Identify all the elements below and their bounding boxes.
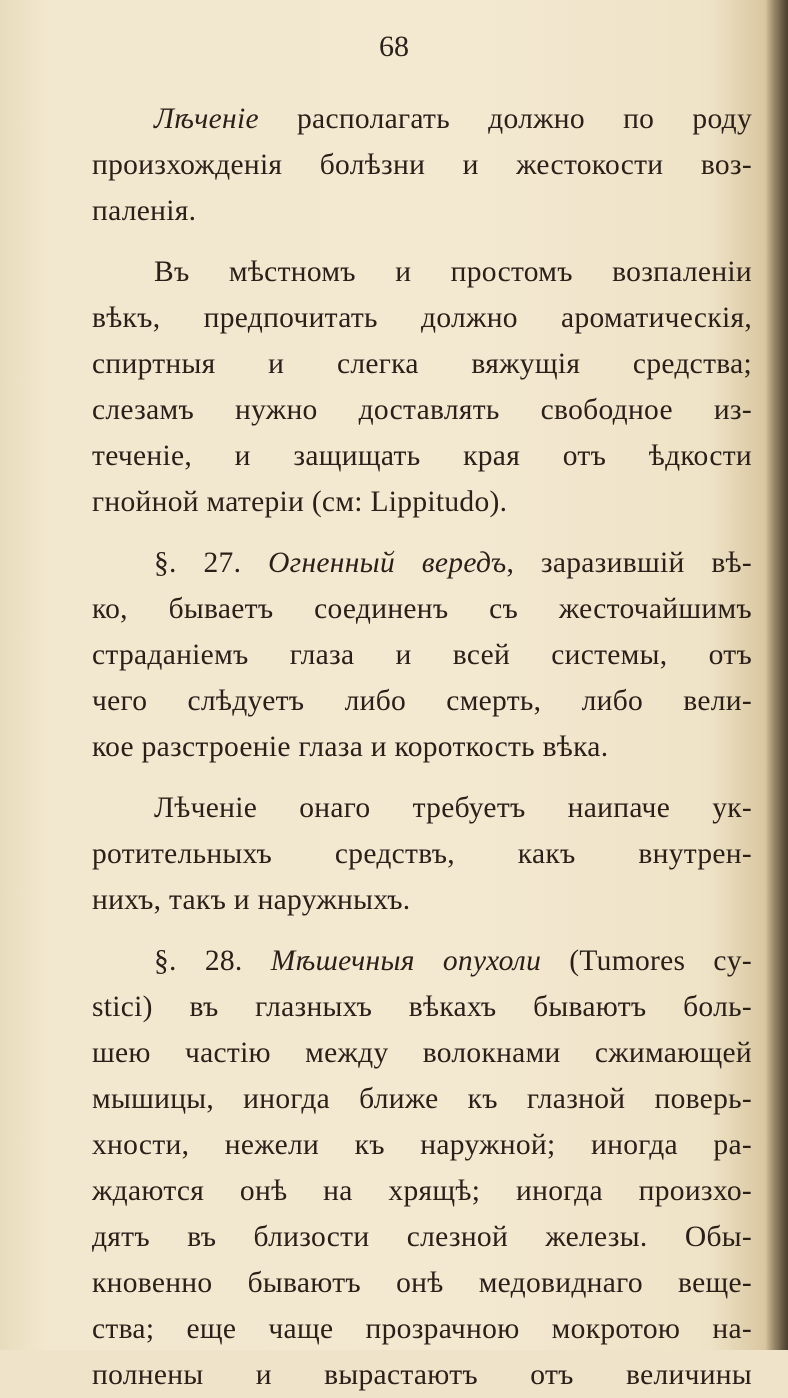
italic-term: Огненный вередъ <box>268 547 507 579</box>
text-line: спиртныя и слегка вяжущія средства; <box>92 348 752 380</box>
text-line: ства; еще чаще прозрачною мокротою на- <box>92 1313 752 1345</box>
paragraph-gap <box>92 234 752 249</box>
text-line: хности, нежели къ наружной; иногда ра- <box>92 1129 752 1161</box>
paragraph-gap <box>92 525 752 540</box>
text-line: нихъ, такъ и наружныхъ. <box>92 884 411 916</box>
page-number: 68 <box>379 30 409 63</box>
text-line: §. 27. Огненный вередъ, заразившій вѣ- <box>154 547 752 579</box>
text-line: stici) въ глазныхъ вѣкахъ бываютъ боль- <box>92 991 752 1023</box>
text-line: Лѣченіе располагать должно по роду <box>154 103 752 135</box>
paragraph-gap <box>92 923 752 938</box>
text-line: страданіемъ глаза и всей системы, отъ <box>92 639 752 671</box>
text-line: вѣкъ, предпочитать должно ароматическія, <box>92 302 752 334</box>
text-line: ротительныхъ средствъ, какъ внутрен- <box>92 838 752 870</box>
text-line: шею частію между волокнами сжимающей <box>92 1037 752 1069</box>
text-line: произхожденія болѣзни и жестокости воз- <box>92 149 752 181</box>
text-line: теченіе, и защищать края отъ ѣдкости <box>92 440 752 472</box>
text-line: Лѣченіе онаго требуетъ наипаче ук- <box>154 792 752 824</box>
text-line: Въ мѣстномъ и простомъ возпаленіи <box>154 256 752 288</box>
text-line: дятъ въ близости слезной железы. Обы- <box>92 1221 752 1253</box>
text-line: §. 28. Мѣшечныя опухоли (Tumores cy- <box>154 945 752 977</box>
text-line: слезамъ нужно доставлять свободное из- <box>92 394 752 426</box>
book-spine-shadow <box>766 0 788 1350</box>
text-line: паленія. <box>92 195 197 227</box>
text-line: кое разстроеніе глаза и короткость вѣка. <box>92 731 609 763</box>
paragraph-gap <box>92 770 752 785</box>
text-line: гнойной матеріи (см: Lippitudo). <box>92 486 508 518</box>
body-text <box>92 96 752 1398</box>
text-line: ко, бываетъ соединенъ съ жесточайшимъ <box>92 593 752 625</box>
text-line: мышицы, иногда ближе къ глазной поверь- <box>92 1083 752 1115</box>
text-line: полнены и вырастаютъ отъ величины <box>92 1359 752 1391</box>
text-line: ждаются онѣ на хрящѣ; иногда произхо- <box>92 1175 752 1207</box>
text-line: чего слѣдуетъ либо смерть, либо вели- <box>92 685 752 717</box>
italic-term: Лѣченіе <box>154 103 259 135</box>
text-line: кновенно бываютъ онѣ медовиднаго веще- <box>92 1267 752 1299</box>
italic-term: Мѣшечныя опухоли <box>270 945 542 977</box>
